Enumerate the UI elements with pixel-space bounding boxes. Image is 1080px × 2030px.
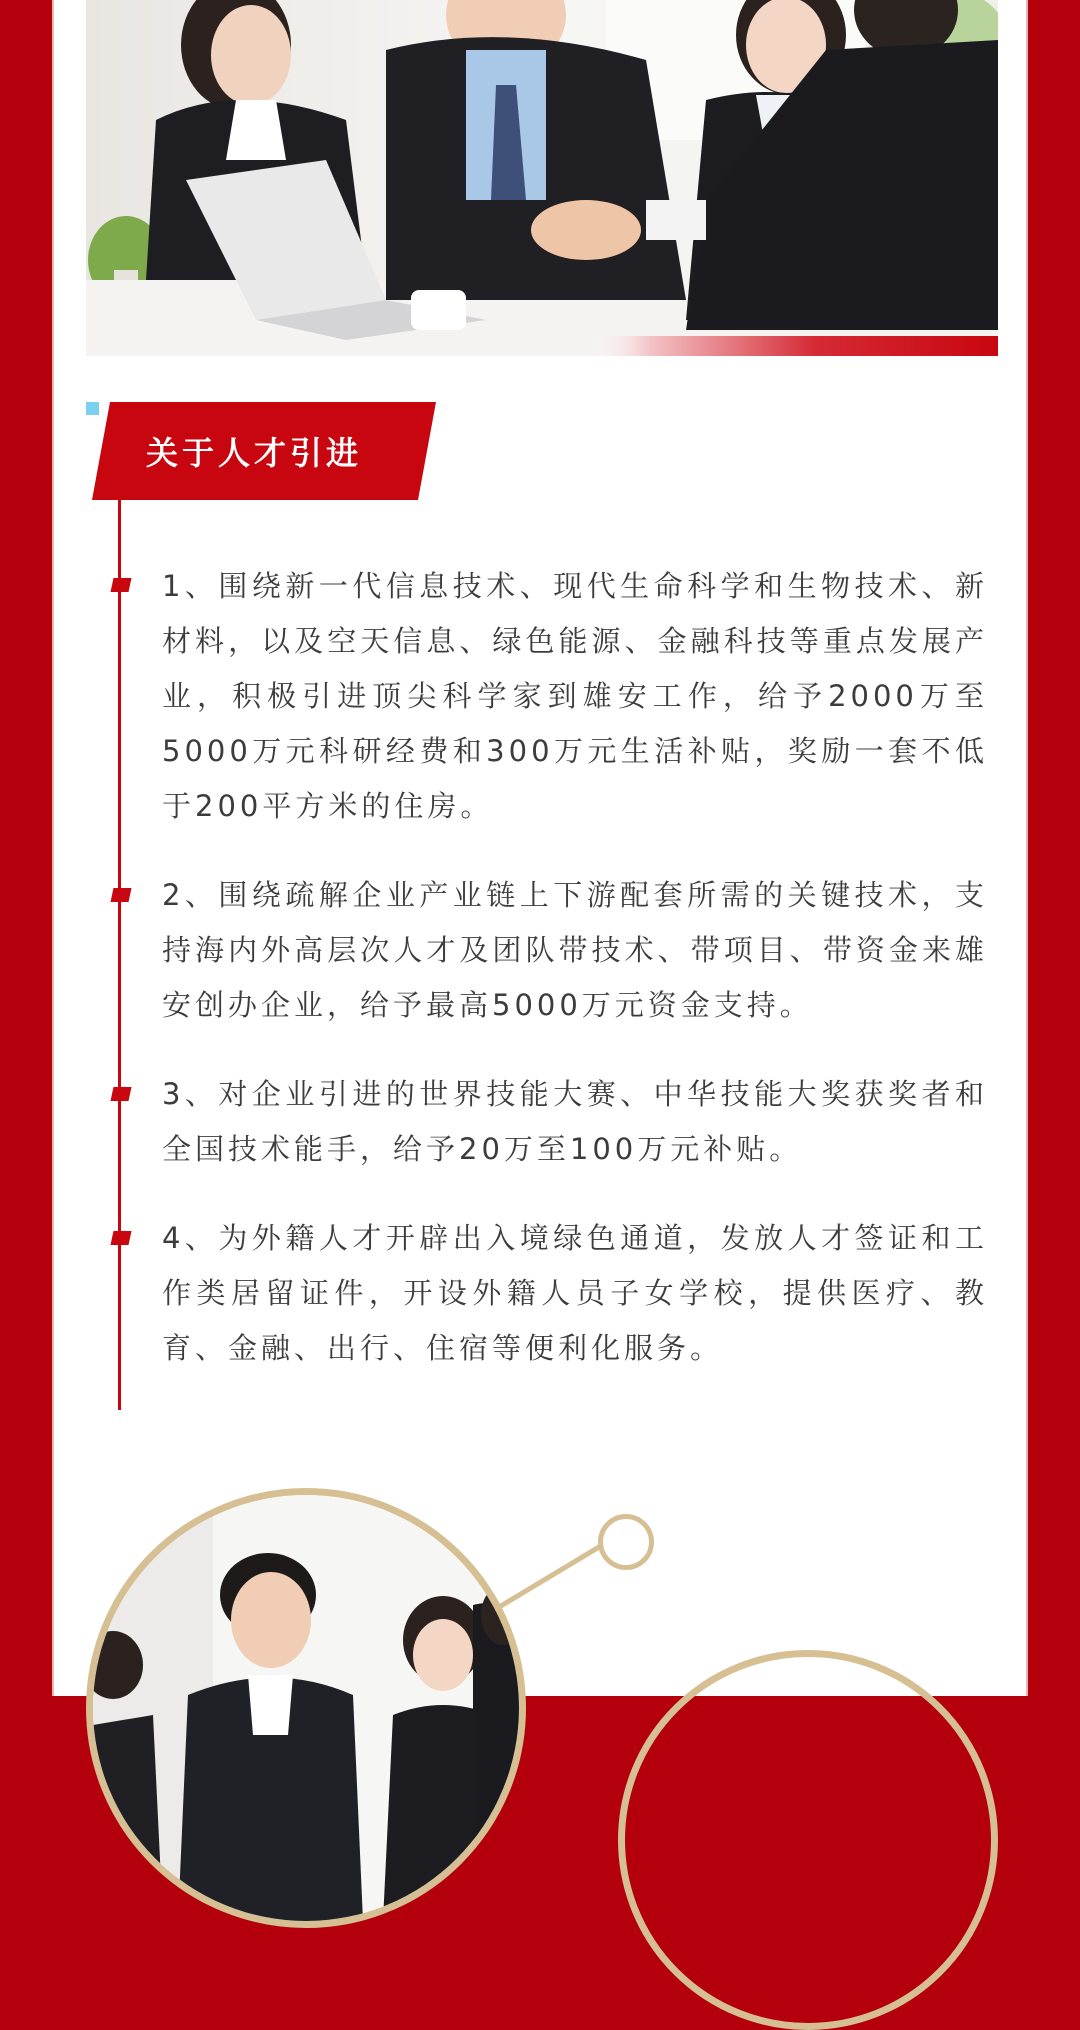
timeline-bullet-icon	[111, 888, 132, 902]
timeline-bullet-icon	[111, 578, 132, 592]
heading-accent-square	[86, 402, 99, 415]
policy-paragraph-1: 1、围绕新一代信息技术、现代生命科学和生物技术、新材料，以及空天信息、绿色能源、金融科技等重点发展产业，积极引进顶尖科学家到雄安工作，给予2000万至5000万元科研经费和300万元生活补贴，奖励一套不低于200平方米的住房。	[162, 569, 988, 823]
timeline-bullet-icon	[111, 1087, 132, 1101]
large-ring-decoration	[618, 1650, 998, 2030]
small-ring-decoration	[598, 1514, 654, 1570]
section-title: 关于人才引进	[146, 434, 363, 472]
businessman-illustration	[93, 1495, 519, 1921]
businessman-smiling-photo	[86, 1488, 526, 1928]
business-handshake-photo	[86, 0, 998, 356]
policy-paragraph-2: 2、围绕疏解企业产业链上下游配套所需的关键技术，支持海内外高层次人才及团队带技术、带项目、带资金来雄安创办企业，给予最高5000万元资金支持。	[162, 878, 988, 1022]
policy-paragraph-4: 4、为外籍人才开辟出入境绿色通道，发放人才签证和工作类居留证件，开设外籍人员子女学校，提供医疗、教育、金融、出行、住宿等便利化服务。	[162, 1221, 988, 1365]
handshake-illustration	[86, 0, 998, 356]
timeline-bullet-icon	[111, 1231, 132, 1245]
policy-paragraph-3: 3、对企业引进的世界技能大赛、中华技能大奖获奖者和全国技术能手，给予20万至100万元补贴。	[162, 1077, 988, 1166]
timeline-line	[118, 500, 121, 1410]
